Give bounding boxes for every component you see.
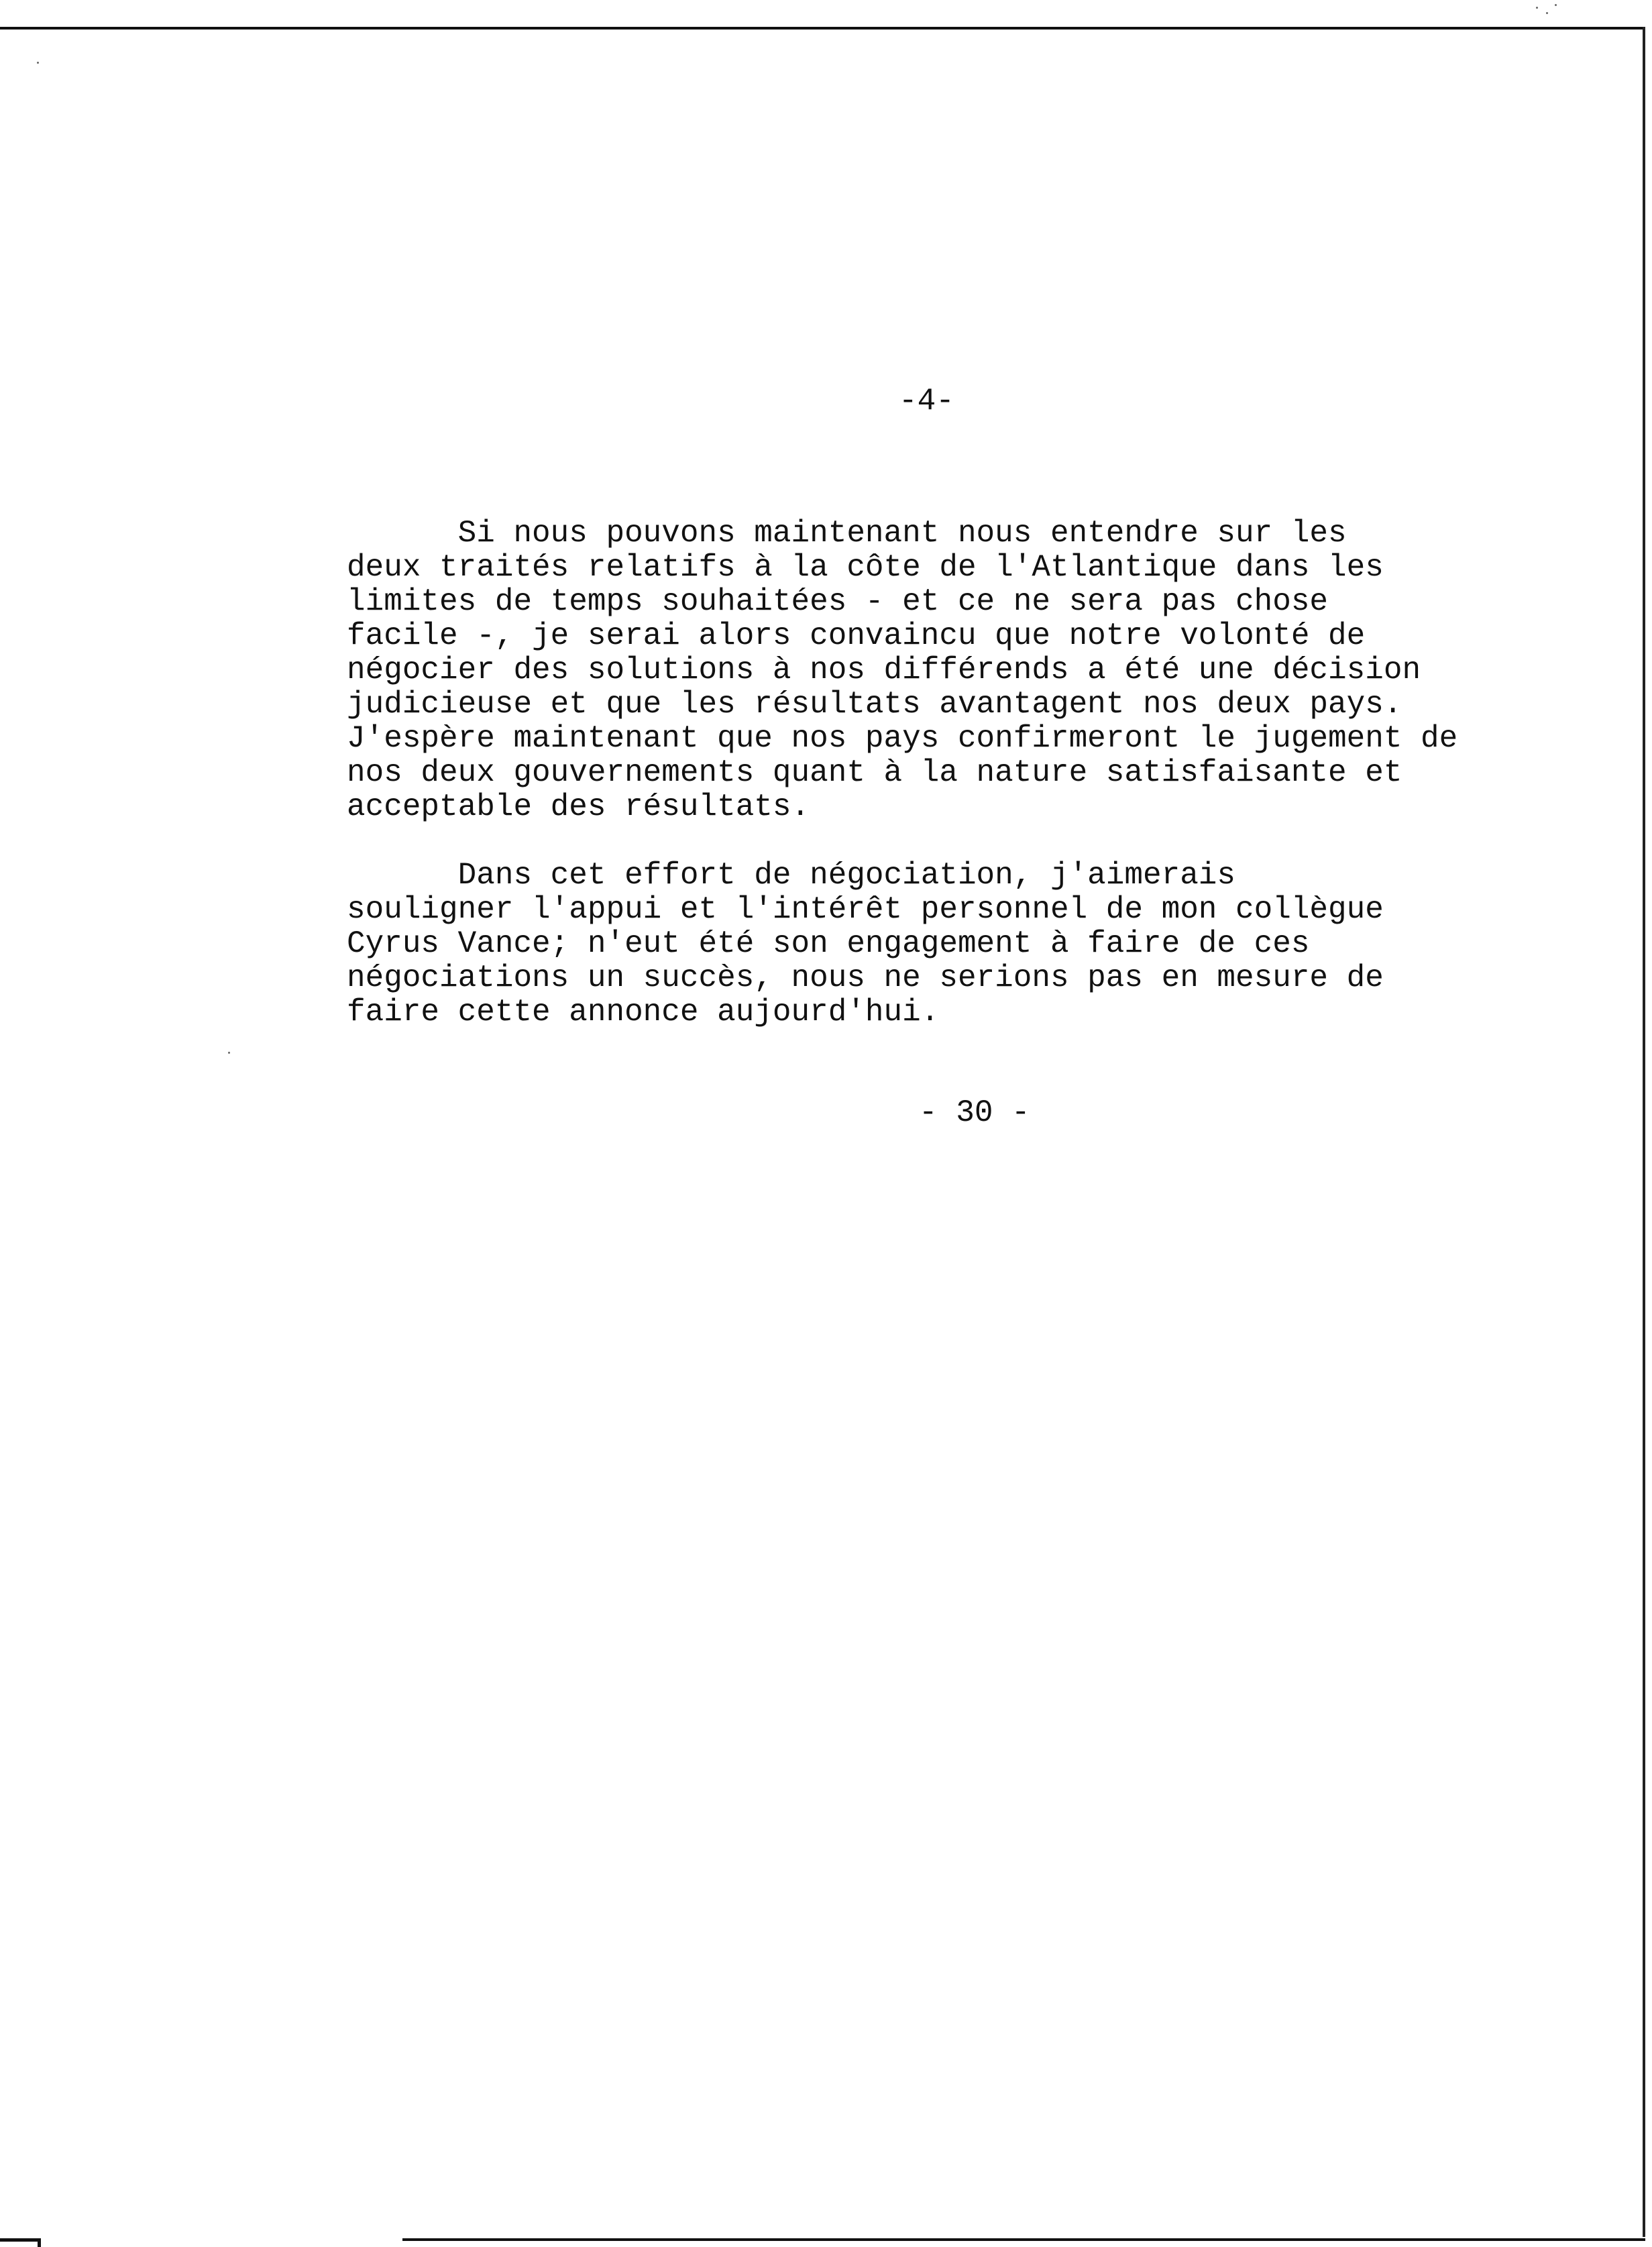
- scan-speck: [228, 1052, 230, 1054]
- scan-speck: [1555, 4, 1557, 6]
- bottom-left-corner-tick: [38, 2238, 41, 2247]
- text-line: Si nous pouvons maintenant nous entendre sur les: [347, 516, 1347, 551]
- bottom-border-line: [402, 2238, 1645, 2241]
- scan-speck: [1546, 12, 1548, 14]
- text-line: Dans cet effort de négociation, j'aimerais: [347, 858, 1236, 893]
- page-header-number: -4-: [899, 384, 954, 419]
- paragraph: [347, 859, 1621, 1030]
- right-border-line: [1643, 27, 1645, 2237]
- text-line: J'espère maintenant que nos pays confirmeront le jugement de: [347, 721, 1458, 756]
- text-line: facile -, je serai alors convaincu que notre volonté de: [347, 618, 1366, 653]
- text-line: limites de temps souhaitées - et ce ne sera pas chose: [347, 584, 1329, 619]
- text-line: deux traités relatifs à la côte de l'Atlantique dans les: [347, 550, 1384, 585]
- top-border-line: [0, 27, 1645, 30]
- text-line: faire cette annonce aujourd'hui.: [347, 995, 940, 1030]
- text-line: acceptable des résultats.: [347, 789, 810, 824]
- text-line: négocier des solutions à nos différends a été une décision: [347, 653, 1421, 688]
- scan-speck: [1536, 7, 1538, 9]
- scan-speck: [37, 62, 39, 64]
- text-line: judicieuse et que les résultats avantagent nos deux pays.: [347, 687, 1402, 722]
- document-body: [347, 516, 1621, 1064]
- page-footer-number: - 30 -: [919, 1095, 1030, 1130]
- bottom-left-corner-mark: [0, 2238, 40, 2242]
- text-line: nos deux gouvernements quant à la nature satisfaisante et: [347, 755, 1402, 790]
- paragraph: [347, 516, 1621, 824]
- text-line: Cyrus Vance; n'eut été son engagement à faire de ces: [347, 926, 1310, 961]
- text-line: négociations un succès, nous ne serions pas en mesure de: [347, 961, 1384, 995]
- text-line: souligner l'appui et l'intérêt personnel de mon collègue: [347, 892, 1384, 927]
